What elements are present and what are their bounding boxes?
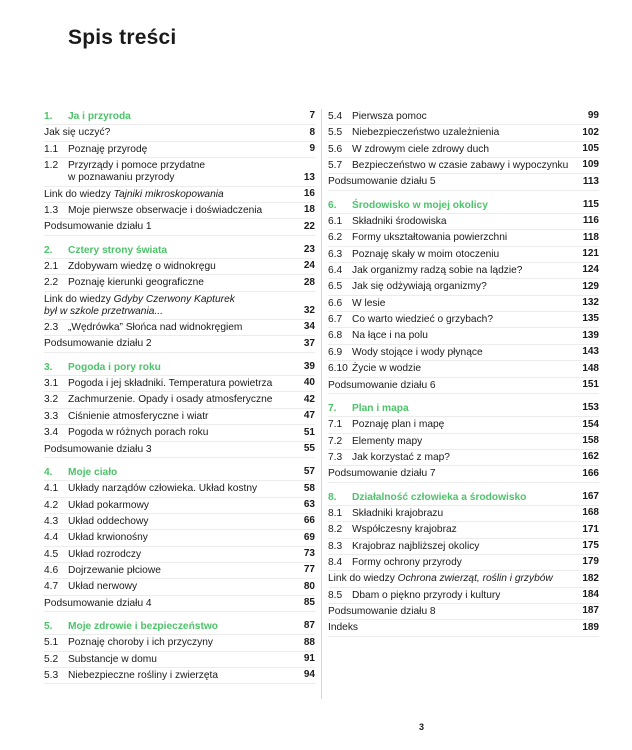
toc-entry-page: 87 — [303, 620, 315, 632]
toc-entry-page: 168 — [582, 507, 599, 519]
toc-entry-number: 2.2 — [44, 277, 59, 289]
toc-entry-number: 3.1 — [44, 378, 59, 390]
toc-entry[interactable] — [44, 336, 315, 352]
toc-entry-page: 162 — [582, 451, 599, 463]
toc-entry-title: Link do wiedzy Gdyby Czerwony Kapturek był w szkole przetrwania... — [44, 293, 235, 317]
toc-left-column — [44, 109, 315, 684]
toc-entry-page: 132 — [582, 297, 599, 309]
toc-entry-title: Środowisko w mojej okolicy — [352, 199, 488, 211]
toc-entry[interactable] — [328, 539, 599, 555]
toc-entry[interactable] — [44, 481, 315, 497]
toc-entry-title: Moje pierwsze obserwacje i doświadczenia — [68, 204, 263, 216]
toc-entry[interactable] — [44, 142, 315, 158]
toc-entry-number: 5.6 — [328, 143, 343, 155]
toc-entry-page: 22 — [303, 220, 315, 232]
toc-entry-page: 105 — [582, 143, 599, 155]
toc-entry-page: 151 — [582, 378, 599, 390]
toc-entry-number: 3.4 — [44, 427, 59, 439]
toc-entry-title: W lesie — [352, 297, 386, 309]
toc-entry-page: 158 — [582, 434, 599, 446]
toc-entry[interactable] — [44, 259, 315, 275]
toc-entry-title: Jak korzystać z map? — [352, 451, 450, 463]
toc-entry-page: 143 — [582, 346, 599, 358]
toc-entry-title: Ja i przyroda — [68, 111, 131, 122]
toc-entry-number: 6.4 — [328, 265, 343, 277]
toc-entry-page: 42 — [303, 393, 315, 405]
toc-entry-title: Moje zdrowie i bezpieczeństwo — [68, 620, 219, 632]
toc-entry[interactable] — [44, 376, 315, 392]
toc-entry-page: 13 — [303, 171, 315, 183]
toc-entry-page: 51 — [303, 426, 315, 438]
toc-entry[interactable] — [328, 230, 599, 246]
toc-entry-title: Układ nerwowy — [68, 581, 138, 593]
toc-entry[interactable] — [328, 174, 599, 190]
toc-entry-page: 99 — [587, 110, 599, 122]
toc-entry-number: 6.10 — [328, 363, 348, 375]
toc-entry[interactable] — [328, 434, 599, 450]
toc-entry-number: 6.6 — [328, 297, 343, 309]
toc-entry-number: 3.3 — [44, 410, 59, 422]
toc-entry-page: 88 — [303, 636, 315, 648]
toc-entry-number: 1.3 — [44, 204, 59, 216]
toc-entry-page: 8 — [309, 126, 315, 138]
toc-entry-title: Cztery strony świata — [68, 244, 168, 256]
toc-chapter[interactable] — [44, 109, 315, 125]
toc-entry-page: 18 — [303, 204, 315, 216]
toc-entry[interactable] — [44, 275, 315, 291]
toc-entry-page: 171 — [582, 523, 599, 535]
toc-entry[interactable] — [44, 187, 315, 203]
toc-entry-page: 153 — [582, 402, 599, 414]
toc-entry-number: 8.1 — [328, 507, 343, 519]
toc-entry[interactable] — [44, 292, 315, 321]
toc-entry-page: 135 — [582, 313, 599, 325]
toc-entry-page: 57 — [303, 466, 315, 478]
toc-entry-page: 102 — [582, 126, 599, 138]
toc-entry-title: Pogoda i jej składniki. Temperatura powietrza — [68, 378, 273, 390]
toc-entry-title: Wody stojące i wody płynące — [352, 346, 483, 358]
toc-entry-title: Podsumowanie działu 1 — [44, 221, 152, 233]
toc-entry-title: Podsumowanie działu 5 — [328, 176, 436, 188]
toc-entry-title: Na łące i na polu — [352, 330, 428, 342]
toc-entry[interactable] — [44, 392, 315, 408]
toc-entry-number: 2.3 — [44, 322, 59, 334]
toc-entry[interactable] — [328, 378, 599, 394]
toc-entry-title: Jak organizmy radzą sobie na lądzie? — [352, 265, 523, 277]
toc-entry-title: Zachmurzenie. Opady i osady atmosferyczne — [68, 394, 273, 406]
toc-chapter[interactable] — [328, 401, 599, 417]
toc-entry-page: 113 — [582, 175, 599, 187]
toc-entry-title: Podsumowanie działu 4 — [44, 597, 152, 609]
toc-entry-title: Indeks — [328, 622, 359, 634]
toc-entry-page: 63 — [303, 498, 315, 510]
toc-entry-page: 121 — [582, 248, 599, 260]
toc-entry-page: 23 — [303, 243, 315, 255]
toc-entry-title: Układ pokarmowy — [68, 499, 149, 511]
toc-entry-number: 3.2 — [44, 394, 59, 406]
toc-entry-title: Jak się odżywiają organizmy? — [352, 281, 487, 293]
toc-entry-page: 69 — [303, 531, 315, 543]
toc-entry-number: 4. — [44, 466, 53, 478]
toc-entry-number: 5.2 — [44, 653, 59, 665]
toc-entry[interactable] — [44, 596, 315, 612]
toc-entry[interactable] — [328, 214, 599, 230]
toc-entry[interactable] — [328, 361, 599, 377]
toc-chapter[interactable] — [328, 490, 599, 506]
toc-entry-number: 5.4 — [328, 111, 343, 122]
toc-entry-title: Życie w wodzie — [352, 363, 422, 375]
toc-entry-number: 4.3 — [44, 515, 59, 527]
toc-entry-page: 39 — [303, 361, 315, 373]
toc-entry-title: Niebezpieczeństwo uzależnienia — [352, 127, 500, 139]
toc-entry-page: 55 — [303, 442, 315, 454]
toc-entry[interactable] — [328, 555, 599, 571]
toc-entry-page: 115 — [582, 199, 599, 211]
toc-entry-page: 9 — [309, 143, 315, 155]
toc-entry-page: 77 — [303, 564, 315, 576]
toc-entry-number: 6.2 — [328, 232, 343, 244]
toc-entry-title: Plan i mapa — [352, 402, 409, 414]
toc-entry[interactable] — [328, 142, 599, 158]
toc-entry-page: 32 — [303, 305, 315, 317]
toc-entry[interactable] — [328, 620, 599, 636]
toc-entry-title: Niebezpieczne rośliny i zwierzęta — [68, 669, 219, 681]
toc-entry-page: 28 — [303, 276, 315, 288]
toc-entry-number: 4.5 — [44, 548, 59, 560]
toc-entry-page: 85 — [303, 596, 315, 608]
toc-entry-page: 37 — [303, 337, 315, 349]
toc-entry[interactable] — [44, 635, 315, 651]
toc-entry-number: 8.4 — [328, 556, 343, 568]
toc-entry-title: Pogoda i pory roku — [68, 361, 161, 373]
toc-entry-number: 8.2 — [328, 524, 343, 536]
toc-entry-title: Link do wiedzy Ochrona zwierząt, roślin i grzybów — [328, 573, 553, 585]
column-divider — [321, 109, 322, 699]
toc-entry-title: Działalność człowieka a środowisko — [352, 491, 527, 503]
toc-entry-title: Formy ukształtowania powierzchni — [352, 232, 508, 244]
toc-entry-title: Składniki krajobrazu — [352, 507, 444, 519]
toc-entry-number: 2. — [44, 244, 53, 256]
toc-entry-page: 16 — [303, 187, 315, 199]
toc-entry-title: Współczesny krajobraz — [352, 524, 457, 536]
toc-entry-title: Moje ciało — [68, 466, 118, 478]
toc-entry-title: Substancje w domu — [68, 653, 157, 665]
toc-entry-page: 166 — [582, 467, 599, 479]
toc-entry[interactable] — [44, 442, 315, 458]
toc-entry-number: 5. — [44, 620, 53, 632]
toc-entry-page: 175 — [582, 539, 599, 551]
toc-entry-page: 58 — [303, 482, 315, 494]
toc-entry-page: 187 — [582, 605, 599, 617]
toc-entry-title: Układ rozrodczy — [68, 548, 142, 560]
toc-chapter[interactable] — [328, 198, 599, 214]
page-number: 3 — [419, 722, 425, 732]
toc-entry-title: Układ krwionośny — [68, 532, 148, 544]
toc-entry-number: 6.5 — [328, 281, 343, 293]
toc-entry-page: 34 — [303, 321, 315, 333]
toc-entry-page: 116 — [582, 215, 599, 227]
toc-entry[interactable] — [328, 312, 599, 328]
toc-entry[interactable] — [44, 579, 315, 595]
toc-entry-title: Krajobraz najbliższej okolicy — [352, 540, 480, 552]
toc-entry-number: 5.7 — [328, 160, 343, 172]
toc-entry-title: Jak się uczyć? — [44, 127, 111, 139]
toc-entry-number: 6.7 — [328, 314, 343, 326]
toc-entry[interactable] — [44, 425, 315, 441]
toc-entry-number: 4.6 — [44, 564, 59, 576]
toc-entry-title: Poznaję kierunki geograficzne — [68, 277, 204, 289]
toc-entry-number: 6.8 — [328, 330, 343, 342]
toc-entry-title: Ciśnienie atmosferyczne i wiatr — [68, 410, 209, 422]
toc-entry[interactable] — [328, 345, 599, 361]
toc-entry-number: 7. — [328, 402, 337, 414]
toc-entry[interactable] — [328, 571, 599, 587]
toc-entry-title: W zdrowym ciele zdrowy duch — [352, 143, 490, 155]
toc-entry-number: 5.3 — [44, 669, 59, 681]
toc-entry-page: 139 — [582, 329, 599, 341]
toc-entry[interactable] — [44, 652, 315, 668]
toc-entry-page: 182 — [582, 572, 599, 584]
toc-entry[interactable] — [328, 296, 599, 312]
toc-entry-page: 148 — [582, 362, 599, 374]
toc-entry-number: 7.3 — [328, 451, 343, 463]
toc-entry-title: Co warto wiedzieć o grzybach? — [352, 314, 493, 326]
toc-entry-title: Przyrządy i pomoce przydatne w poznawaniu przyrody — [68, 160, 206, 184]
toc-entry-number: 4.7 — [44, 581, 59, 593]
toc-entry-page: 66 — [303, 515, 315, 527]
toc-entry[interactable] — [328, 466, 599, 482]
toc-entry-page: 179 — [582, 556, 599, 568]
toc-entry-page: 109 — [582, 159, 599, 171]
toc-chapter[interactable] — [44, 243, 315, 259]
toc-entry-number: 4.2 — [44, 499, 59, 511]
toc-entry[interactable] — [328, 522, 599, 538]
toc-entry-title: Pogoda w różnych porach roku — [68, 427, 209, 439]
toc-entry[interactable] — [328, 109, 599, 125]
toc-entry-number: 4.4 — [44, 532, 59, 544]
toc-entry[interactable] — [44, 498, 315, 514]
toc-entry-title: Poznaję przyrodę — [68, 143, 148, 155]
toc-entry[interactable] — [44, 563, 315, 579]
toc-entry-number: 7.1 — [328, 419, 343, 431]
toc-entry-title: Układy narządów człowieka. Układ kostny — [68, 483, 258, 495]
toc-entry[interactable] — [328, 125, 599, 141]
toc-entry-number: 1. — [44, 111, 53, 122]
toc-entry-title: Elementy mapy — [352, 435, 423, 447]
toc-entry-title: Dojrzewanie płciowe — [68, 564, 161, 576]
toc-entry-title: Formy ochrony przyrody — [352, 556, 462, 568]
toc-entry-number: 7.2 — [328, 435, 343, 447]
toc-entry-page: 118 — [582, 231, 599, 243]
toc-entry-page: 40 — [303, 377, 315, 389]
toc-right-column — [328, 109, 599, 637]
toc-chapter[interactable] — [44, 619, 315, 635]
toc-entry-title: Pierwsza pomoc — [352, 111, 427, 122]
toc-entry-title: Podsumowanie działu 2 — [44, 338, 152, 350]
toc-entry-number: 1.1 — [44, 143, 59, 155]
toc-entry[interactable] — [328, 158, 599, 174]
toc-entry-number: 6.1 — [328, 216, 343, 228]
toc-entry[interactable] — [44, 409, 315, 425]
page-title: Spis treści — [68, 26, 177, 49]
toc-entry-page: 94 — [303, 669, 315, 681]
toc-entry[interactable] — [44, 158, 315, 187]
toc-entry[interactable] — [44, 514, 315, 530]
toc-entry-number: 1.2 — [44, 160, 59, 172]
toc-entry-title: Układ oddechowy — [68, 515, 149, 527]
toc-entry-title: Podsumowanie działu 7 — [328, 468, 436, 480]
toc-entry-number: 8.5 — [328, 589, 343, 601]
toc-chapter[interactable] — [44, 465, 315, 481]
toc-entry-title: Podsumowanie działu 8 — [328, 605, 436, 617]
toc-entry[interactable] — [44, 203, 315, 219]
toc-entry-page: 7 — [309, 110, 315, 122]
toc-entry-title: Dbam o piękno przyrody i kultury — [352, 589, 501, 601]
toc-entry-title: Bezpieczeństwo w czasie zabawy i wypoczynku — [352, 160, 569, 172]
toc-entry-page: 124 — [582, 264, 599, 276]
toc-entry[interactable] — [328, 450, 599, 466]
toc-entry-title: Składniki środowiska — [352, 216, 447, 228]
toc-entry[interactable] — [44, 219, 315, 235]
toc-entry[interactable] — [328, 263, 599, 279]
toc-entry-number: 6.9 — [328, 346, 343, 358]
toc-entry-title: Link do wiedzy Tajniki mikroskopowania — [44, 188, 224, 200]
toc-entry[interactable] — [44, 668, 315, 684]
toc-entry-number: 4.1 — [44, 483, 59, 495]
toc-entry-title: Poznaję skały w moim otoczeniu — [352, 248, 500, 260]
toc-entry-title: Poznaję plan i mapę — [352, 419, 445, 431]
toc-entry[interactable] — [328, 247, 599, 263]
toc-entry-number: 8. — [328, 491, 337, 503]
toc-entry[interactable] — [328, 328, 599, 344]
toc-entry-title: Zdobywam wiedzę o widnokręgu — [68, 260, 216, 272]
toc-entry[interactable] — [328, 506, 599, 522]
toc-entry[interactable] — [328, 417, 599, 433]
toc-entry-title: Podsumowanie działu 3 — [44, 443, 152, 455]
toc-entry-number: 3. — [44, 361, 53, 373]
toc-entry-number: 5.1 — [44, 637, 59, 649]
toc-entry-number: 8.3 — [328, 540, 343, 552]
toc-entry-number: 2.1 — [44, 260, 59, 272]
toc-entry-number: 6.3 — [328, 248, 343, 260]
toc-entry[interactable] — [328, 604, 599, 620]
toc-entry-title: Podsumowanie działu 6 — [328, 379, 436, 391]
toc-entry-page: 129 — [582, 280, 599, 292]
toc-entry[interactable] — [44, 547, 315, 563]
toc-entry-page: 91 — [303, 652, 315, 664]
toc-entry-page: 24 — [303, 260, 315, 272]
toc-entry-title: Poznaję choroby i ich przyczyny — [68, 637, 213, 649]
toc-entry-page: 47 — [303, 410, 315, 422]
toc-entry-page: 73 — [303, 547, 315, 559]
toc-entry[interactable] — [44, 530, 315, 546]
toc-entry-number: 6. — [328, 199, 337, 211]
toc-entry[interactable] — [328, 279, 599, 295]
toc-entry-page: 167 — [582, 490, 599, 502]
toc-entry-page: 154 — [582, 418, 599, 430]
toc-entry-number: 5.5 — [328, 127, 343, 139]
toc-entry[interactable] — [44, 125, 315, 141]
toc-entry-page: 189 — [582, 621, 599, 633]
toc-entry-page: 80 — [303, 580, 315, 592]
toc-entry[interactable] — [328, 588, 599, 604]
toc-entry-page: 184 — [582, 588, 599, 600]
toc-chapter[interactable] — [44, 360, 315, 376]
toc-entry-title: „Wędrówka” Słońca nad widnokręgiem — [68, 322, 243, 334]
toc-entry[interactable] — [44, 320, 315, 336]
